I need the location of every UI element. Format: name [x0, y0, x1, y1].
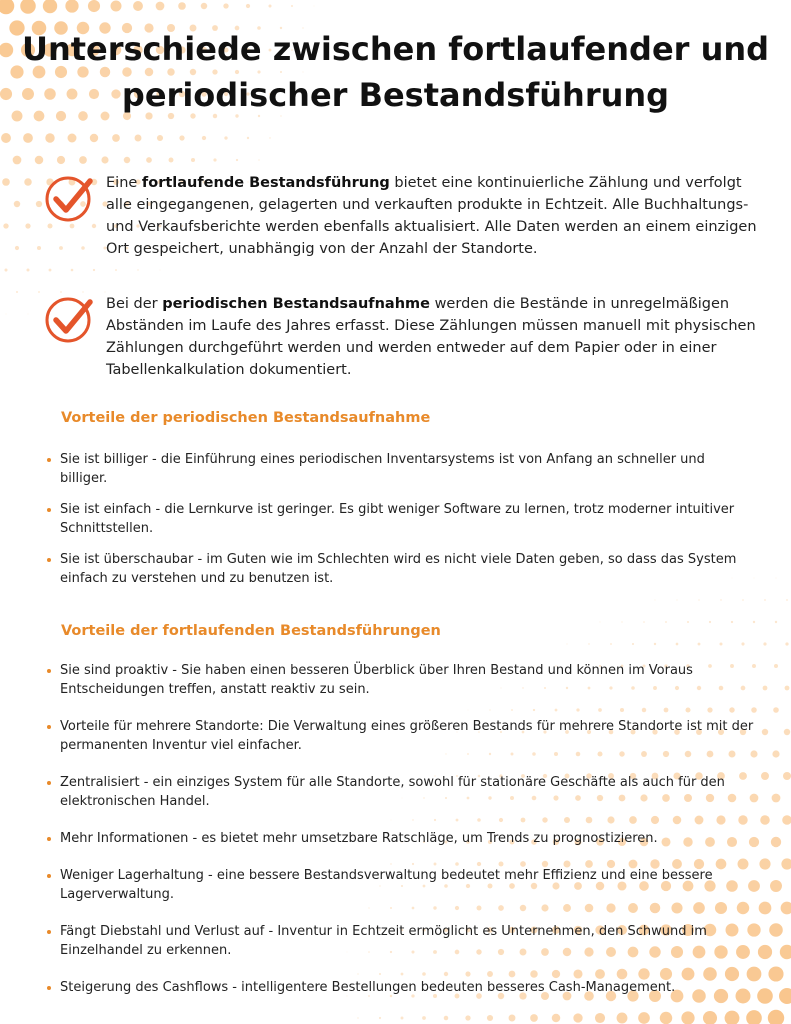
halftone-dot	[110, 0, 121, 11]
halftone-dot	[742, 599, 744, 601]
halftone-dot	[314, 6, 315, 7]
halftone-dot	[224, 136, 227, 139]
halftone-dot	[775, 621, 777, 623]
list-item: Sie ist überschaubar - im Guten wie im Schlechten wird es nicht viele Daten geben, so dass das System einfach zu verstehen und zu benutzen ist.	[46, 550, 756, 588]
halftone-dot	[588, 643, 589, 644]
halftone-dot	[68, 134, 77, 143]
halftone-dot	[530, 1014, 538, 1022]
halftone-dot	[764, 599, 766, 601]
halftone-dot	[201, 3, 207, 9]
check-circle-icon	[44, 172, 96, 224]
halftone-dot	[379, 1017, 381, 1019]
halftone-dot	[753, 621, 755, 623]
bullet-icon	[47, 837, 51, 841]
halftone-dot	[35, 156, 44, 165]
halftone-dot	[401, 1017, 404, 1020]
list-item: Sie ist billiger - die Einführung eines periodischen Inventarsystems ist von Anfang an schneller und billiger.	[46, 450, 756, 488]
halftone-dot	[146, 157, 152, 163]
halftone-dot	[785, 686, 790, 691]
halftone-dot	[782, 815, 791, 825]
halftone-dot	[16, 291, 18, 293]
halftone-dot	[763, 642, 766, 645]
halftone-dot	[720, 599, 721, 600]
halftone-dot	[781, 902, 791, 915]
halftone-dot	[643, 621, 645, 623]
list-item: Steigerung des Cashflows - intelligentere Bestellungen bedeuten besseres Cash-Management.	[46, 978, 756, 997]
halftone-dot	[632, 643, 634, 645]
halftone-dot	[25, 223, 30, 228]
halftone-dot	[133, 1, 143, 11]
halftone-dot	[465, 1015, 470, 1020]
halftone-dot	[665, 621, 667, 623]
halftone-dot	[20, 0, 36, 14]
halftone-dot	[0, 43, 13, 57]
halftone-dot	[45, 133, 54, 142]
halftone-dot	[774, 664, 778, 668]
halftone-dot	[247, 137, 249, 139]
halftone-dot	[157, 135, 163, 141]
halftone-dot	[37, 246, 41, 250]
halftone-dot	[28, 314, 29, 315]
halftone-dot	[1, 133, 11, 143]
halftone-dot	[552, 1014, 561, 1023]
halftone-dot	[610, 643, 612, 645]
periodic-benefits-heading: Vorteile der periodischen Bestandsaufnahme	[61, 410, 431, 426]
halftone-dot	[71, 269, 74, 272]
halftone-dot	[776, 578, 777, 579]
halftone-dot	[760, 815, 770, 825]
halftone-dot	[783, 772, 791, 780]
bullet-icon	[47, 458, 51, 462]
halftone-dot	[617, 1013, 628, 1024]
halftone-dot	[24, 178, 32, 186]
intro-periodic-term: periodischen Bestandsaufnahme	[162, 296, 430, 312]
halftone-dot	[236, 159, 238, 161]
halftone-dot	[178, 2, 186, 10]
halftone-dot	[786, 599, 788, 601]
halftone-dot	[638, 1012, 650, 1024]
list-item: Weniger Lagerhaltung - eine bessere Bestandsverwaltung bedeutet mehr Effizienz und eine bessere Lagerverwaltung.	[46, 866, 756, 904]
halftone-dot	[772, 794, 781, 803]
periodic-benefits-list	[46, 450, 756, 588]
bullet-icon	[47, 508, 51, 512]
halftone-dot	[13, 156, 22, 165]
halftone-dot	[2, 178, 10, 186]
halftone-dot	[759, 902, 772, 915]
halftone-dot	[4, 268, 7, 271]
halftone-dot	[213, 158, 216, 161]
halftone-dot	[709, 621, 711, 623]
halftone-dot	[422, 1016, 426, 1020]
halftone-dot	[202, 136, 206, 140]
halftone-dot	[191, 158, 195, 162]
halftone-dot	[268, 4, 271, 7]
halftone-dot	[779, 988, 791, 1004]
bullet-icon	[47, 781, 51, 785]
halftone-dot	[784, 729, 790, 735]
halftone-dot	[573, 1013, 582, 1022]
halftone-dot	[169, 158, 174, 163]
halftone-dot	[703, 1011, 717, 1024]
halftone-dot	[655, 600, 656, 601]
halftone-dot	[6, 314, 7, 315]
halftone-dot	[698, 643, 701, 646]
bullet-icon	[47, 725, 51, 729]
intro-perpetual-term: fortlaufende Bestandsführung	[141, 175, 390, 191]
page-title: Unterschiede zwischen fortlaufender und periodischer Bestandsführung	[21, 30, 770, 114]
bullet-icon	[47, 874, 51, 878]
halftone-dot	[36, 201, 42, 207]
halftone-dot	[179, 135, 184, 140]
halftone-dot	[57, 156, 65, 164]
halftone-dot	[768, 966, 783, 981]
halftone-dot	[660, 1012, 672, 1024]
halftone-dot	[785, 642, 788, 645]
list-item: Mehr Informationen - es bietet mehr umsetzbare Ratschläge, um Trends zu prognostizieren.	[46, 829, 756, 848]
halftone-dot	[600, 622, 601, 623]
halftone-dot	[731, 621, 733, 623]
halftone-dot	[758, 945, 772, 959]
halftone-dot	[93, 269, 95, 271]
halftone-dot	[781, 858, 791, 869]
intro-perpetual-text: Eine fortlaufende Bestandsführung bietet eine kontinuierliche Zählung und verfolgt alle eingegangenen, gelagerten und verkauften produkte in Echtzeit. Alle Buchhaltungs- und Verkaufsberichte werden ebenfalls aktualisiert. Alle Daten werden an einem einzigen Ort gespeichert, unabhängig von der Anzahl der Standorte.	[106, 175, 757, 257]
halftone-dot	[762, 729, 768, 735]
halftone-dot	[156, 2, 165, 11]
halftone-dot	[595, 1013, 605, 1023]
halftone-dot	[770, 880, 782, 892]
bullet-icon	[47, 986, 51, 990]
halftone-dot	[772, 750, 779, 757]
check-circle-icon	[44, 293, 96, 345]
halftone-dot	[3, 223, 8, 228]
list-item: Sie ist einfach - die Lernkurve ist geringer. Es gibt weniger Software zu lernen, trotz moderner intuitiver Schnittstellen.	[46, 500, 756, 538]
bullet-icon	[47, 669, 51, 673]
halftone-dot	[746, 1010, 762, 1024]
halftone-dot	[761, 772, 769, 780]
halftone-dot	[124, 157, 130, 163]
halftone-dot	[23, 133, 33, 143]
intro-periodic	[44, 293, 764, 381]
halftone-dot	[676, 599, 677, 600]
halftone-dot	[487, 1015, 493, 1021]
intro-perpetual	[44, 172, 764, 260]
halftone-dot	[269, 137, 270, 138]
halftone-dot	[115, 269, 117, 271]
intro-periodic-text: Bei der periodischen Bestandsaufnahme werden die Bestände in unregelmäßigen Abständen im Laufe des Jahres erfasst. Diese Zählungen müssen manuell mit physischen Zählungen durchgeführt werden und werden entweder auf dem Papier oder in einer Tabellenkalkulation dokumentiert.	[106, 296, 756, 378]
halftone-dot	[49, 269, 52, 272]
halftone-dot	[112, 134, 120, 142]
halftone-dot	[223, 3, 228, 8]
halftone-dot	[780, 945, 791, 959]
halftone-dot	[719, 642, 722, 645]
halftone-dot	[725, 1011, 740, 1024]
halftone-dot	[14, 201, 20, 207]
halftone-dot	[621, 621, 622, 622]
halftone-dot	[769, 923, 783, 937]
halftone-dot	[160, 270, 161, 271]
bullet-icon	[47, 930, 51, 934]
list-item: Vorteile für mehrere Standorte: Die Verwaltung eines größeren Bestands für mehrere Standorte ist mit der permanenten Inventur viel einfacher.	[46, 717, 756, 755]
halftone-dot	[759, 858, 770, 869]
halftone-dot	[676, 643, 679, 646]
perpetual-benefits-heading: Vorteile der fortlaufenden Bestandsführungen	[61, 623, 441, 639]
halftone-dot	[509, 1015, 516, 1022]
halftone-dot	[654, 643, 656, 645]
list-item: Zentralisiert - ein einziges System für alle Standorte, sowohl für stationäre Geschäfte als auch für den elektronischen Handel.	[46, 773, 756, 811]
halftone-dot	[26, 268, 29, 271]
halftone-dot	[698, 599, 699, 600]
halftone-dot	[15, 246, 19, 250]
halftone-dot	[757, 988, 773, 1004]
halftone-dot	[65, 0, 78, 13]
halftone-dot	[38, 291, 40, 293]
halftone-dot	[0, 0, 14, 14]
halftone-dot	[291, 5, 293, 7]
halftone-dot	[43, 0, 57, 13]
halftone-dot	[101, 156, 108, 163]
halftone-dot	[88, 0, 100, 12]
halftone-dot	[135, 135, 142, 142]
halftone-dot	[687, 621, 689, 623]
halftone-dot	[768, 1010, 784, 1024]
list-item: Fängt Diebstahl und Verlust auf - Inventur in Echtzeit ermöglicht es Unternehmen, den Schwund im Einzelhandel zu erkennen.	[46, 922, 756, 960]
halftone-dot	[444, 1016, 449, 1021]
perpetual-benefits-list	[46, 661, 756, 997]
halftone-dot	[246, 4, 250, 8]
bullet-icon	[47, 558, 51, 562]
list-item: Sie sind proaktiv - Sie haben einen besseren Überblick über Ihren Bestand und können im Voraus Entscheidungen treffen, anstatt reaktiv zu sein.	[46, 661, 756, 699]
halftone-dot	[0, 88, 12, 100]
halftone-dot	[771, 837, 781, 847]
halftone-dot	[137, 269, 138, 270]
halftone-dot	[763, 686, 768, 691]
halftone-dot	[90, 134, 98, 142]
halftone-dot	[773, 707, 779, 713]
halftone-dot	[258, 159, 259, 160]
halftone-dot	[681, 1011, 694, 1024]
halftone-dot	[741, 642, 744, 645]
halftone-dot	[566, 643, 567, 644]
halftone-dot	[79, 156, 87, 164]
halftone-dot	[357, 1017, 358, 1018]
